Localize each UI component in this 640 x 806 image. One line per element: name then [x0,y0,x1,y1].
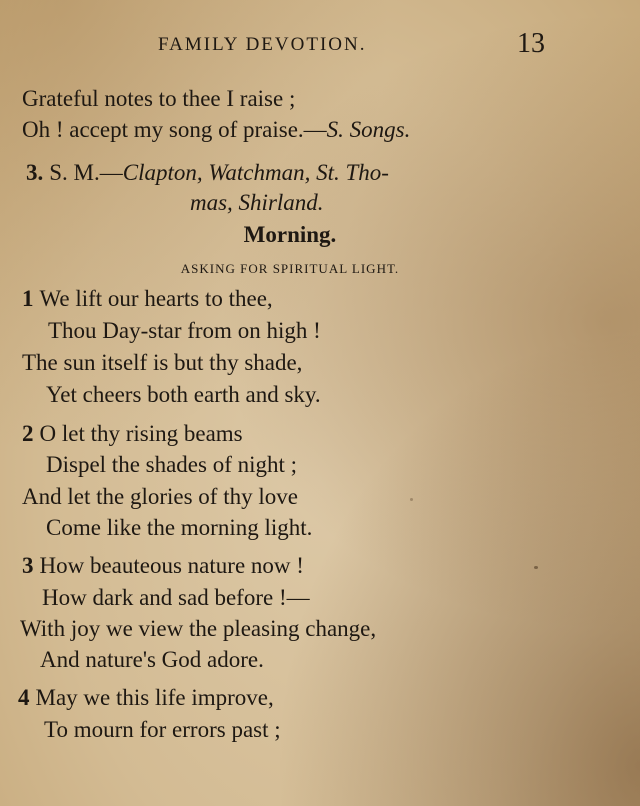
stanza-1-line-4: Yet cheers both earth and sky. [46,382,321,407]
stanza-2-line-2: Dispel the shades of night ; [46,452,298,477]
ink-speck [410,498,413,501]
ink-speck [534,566,538,569]
hymn-tunes-2: mas, Shirland. [190,190,324,215]
stanza-4-line-1 [18,683,274,713]
previous-hymn-source: S. Songs. [326,117,411,142]
stanza-2-number: 2 [22,421,34,446]
stanza-3-line-2: How dark and sad before !— [42,585,310,610]
stanza-line-text: May we this life improve, [35,685,274,710]
stanza-2-line-4: Come like the morning light. [46,515,313,540]
running-head: FAMILY DEVOTION. [158,34,367,55]
stanza-line-text: O let thy rising beams [39,421,243,446]
stanza-2-line-1 [22,419,243,449]
hymn-meter-line [26,158,389,188]
stanza-2-line-3: And let the glories of thy love [22,484,298,509]
stanza-3-line-4: And nature's God adore. [40,647,264,672]
hymn-title: Morning. [243,222,337,247]
page-header [0,28,640,64]
stanza-1-line-2: Thou Day-star from on high ! [48,318,321,343]
hymn-tunes-1: Clapton, Watchman, St. Tho- [122,160,389,185]
stanza-3-line-1 [22,551,304,581]
stanza-1-line-3: The sun itself is but thy shade, [22,350,303,375]
stanza-4-number: 4 [18,685,30,710]
hymn-meter: S. M.— [49,160,123,185]
stanza-1-line-1 [22,284,273,314]
hymn-subtitle: ASKING FOR SPIRITUAL LIGHT. [180,261,400,276]
stanza-3-line-3: With joy we view the pleasing change, [20,616,377,641]
previous-hymn-line-2-text: Oh ! accept my song of praise.— [22,117,327,142]
previous-hymn-line-2 [22,115,410,145]
stanza-4-line-2: To mourn for errors past ; [44,717,281,742]
page-number: 13 [517,28,545,59]
stanza-line-text: How beauteous nature now ! [39,553,304,578]
stanza-3-number: 3 [22,553,34,578]
stanza-1-number: 1 [22,286,34,311]
hymn-number: 3. [26,160,44,185]
stanza-line-text: We lift our hearts to thee, [39,286,273,311]
previous-hymn-line-1: Grateful notes to thee I raise ; [22,86,296,111]
